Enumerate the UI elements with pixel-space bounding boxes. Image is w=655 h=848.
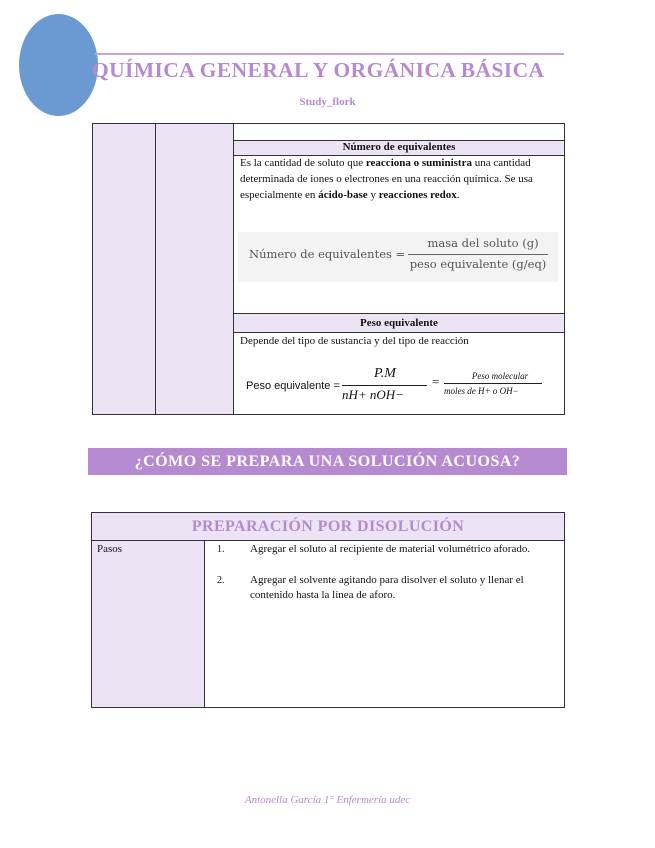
- table-col-3: [234, 124, 564, 414]
- peso-formula-lhs: Peso equivalente =: [246, 380, 340, 392]
- peso-formula-denominator-2: moles de H+ o OH−: [444, 386, 519, 396]
- fraction-bar: [342, 385, 427, 386]
- peso-formula: [238, 366, 558, 410]
- peso-heading: Peso equivalente: [234, 313, 564, 333]
- peso-formula-numerator-2: Peso molecular: [471, 371, 529, 381]
- equivalents-heading: Número de equivalentes: [234, 140, 564, 156]
- equivalents-formula: [238, 232, 558, 282]
- table-col-2: [156, 124, 234, 414]
- peso-formula-numerator: P.M: [374, 366, 396, 381]
- preparation-table: [91, 512, 565, 708]
- equals-sign: =: [432, 374, 440, 389]
- page-title: QUÍMICA GENERAL Y ORGÁNICA BÁSICA: [92, 58, 545, 82]
- table-col-1: [93, 124, 156, 414]
- steps-cell: [205, 541, 564, 707]
- fraction-bar: [444, 383, 542, 384]
- title-rule: [95, 53, 564, 55]
- peso-formula-denominator: nH+ nOH−: [342, 387, 404, 402]
- step-text: Agregar el soluto al recipiente de material volumétrico aforado.: [250, 543, 531, 555]
- fraction-bar: [408, 254, 548, 255]
- formula-denominator: peso equivalente (g/eq): [409, 257, 547, 271]
- steps-label: Pasos: [97, 543, 123, 555]
- section-banner: ¿CÓMO SE PREPARA UNA SOLUCIÓN ACUOSA?: [88, 448, 567, 475]
- step-text: Agregar el solvente agitando para disolver el soluto y llenar el contenido hasta la línea de aforo.: [250, 574, 524, 601]
- preparation-heading: PREPARACIÓN POR DISOLUCIÓN: [92, 513, 564, 541]
- step-number: 1.: [217, 544, 225, 555]
- footer-credit: Antonella García 1° Enfermería udec: [244, 794, 411, 806]
- page-subtitle: Study_flork: [299, 96, 356, 108]
- formula-lhs: Número de equivalentes =: [249, 247, 406, 261]
- formula-numerator: masa del soluto (g): [427, 236, 539, 250]
- step-number: 2.: [217, 575, 225, 586]
- steps-label-cell: [92, 541, 205, 707]
- equivalents-description: Es la cantidad de soluto que reacciona o suministra una cantidad determinada de iones o electrones en una reacción química. Se usa especialmente en ácido-base y reacciones redox.: [240, 157, 533, 201]
- equivalents-table: [92, 123, 565, 415]
- peso-description: Depende del tipo de sustancia y del tipo de reacción: [240, 335, 469, 347]
